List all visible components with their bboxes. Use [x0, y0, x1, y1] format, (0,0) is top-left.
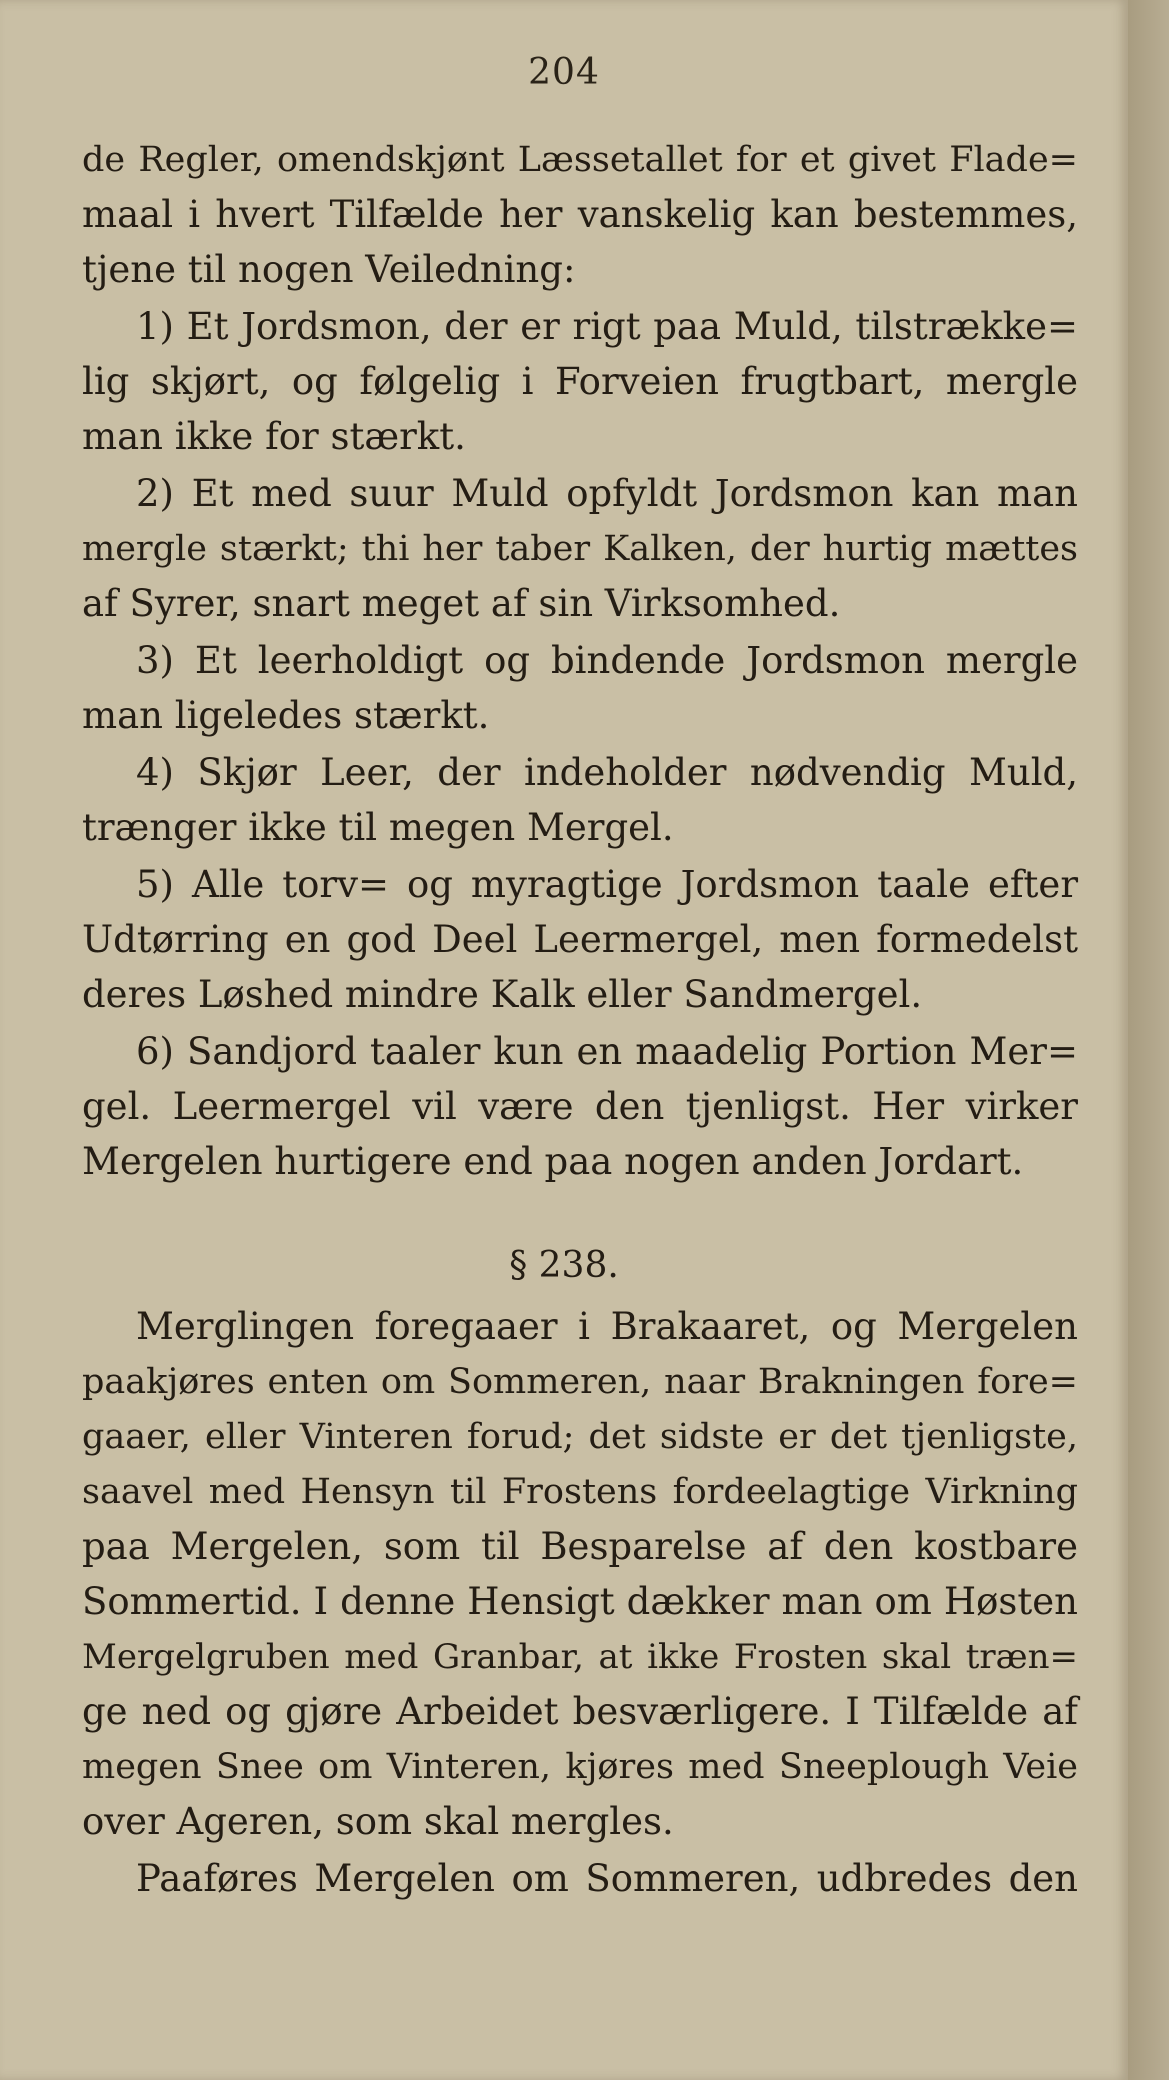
text-line: maal i hvert Tilfælde her vanskelig kan bestemmes, — [82, 193, 1078, 236]
text-line: megen Snee om Vinteren, kjøres med Sneeplough Veie — [82, 1747, 1078, 1787]
text-line: paa Mergelen, som til Besparelse af den kostbare — [82, 1525, 1078, 1568]
text-line: over Ageren, som skal mergles. — [82, 1800, 674, 1843]
page-edge — [1128, 0, 1169, 2080]
section-heading: § 238. — [509, 1245, 619, 1286]
text-line: lig skjørt, og følgelig i Forveien frugtbart, mergle — [82, 360, 1078, 403]
text-line: mergle stærkt; thi her taber Kalken, der hurtig mættes — [82, 529, 1078, 569]
text-line: af Syrer, snart meget af sin Virksomhed. — [82, 582, 841, 625]
text-line: gaaer, eller Vinteren forud; det sidste er det tjenligste, — [82, 1417, 1078, 1457]
text-line: paakjøres enten om Sommeren, naar Brakningen fore= — [82, 1362, 1078, 1402]
text-line: deres Løshed mindre Kalk eller Sandmergel. — [82, 973, 923, 1016]
text-line: 6) Sandjord taaler kun en maadelig Portion Mer= — [136, 1030, 1078, 1073]
text-line: 1) Et Jordsmon, der er rigt paa Muld, tilstrække= — [136, 305, 1078, 348]
text-line: tjene til nogen Veiledning: — [82, 248, 576, 291]
text-line: 2) Et med suur Muld opfyldt Jordsmon kan man — [136, 472, 1078, 515]
text-line: Paaføres Mergelen om Sommeren, udbredes den — [136, 1857, 1078, 1900]
text-line: 5) Alle torv= og myragtige Jordsmon taale efter — [136, 863, 1078, 906]
text-line: 3) Et leerholdigt og bindende Jordsmon mergle — [136, 639, 1078, 682]
text-line: ge ned og gjøre Arbeidet besværligere. I Tilfælde af — [82, 1690, 1078, 1733]
page-number: 204 — [528, 52, 600, 93]
text-line: de Regler, omendskjønt Læssetallet for et givet Flade= — [82, 140, 1078, 180]
text-line: Sommertid. I denne Hensigt dækker man om Høsten — [82, 1580, 1078, 1623]
text-line: Mergelgruben med Granbar, at ikke Frosten skal træn= — [82, 1637, 1078, 1677]
text-line: Udtørring en god Deel Leermergel, men formedelst — [82, 918, 1078, 961]
text-line: man ikke for stærkt. — [82, 415, 466, 458]
text-line: trænger ikke til megen Mergel. — [82, 806, 674, 849]
text-line: man ligeledes stærkt. — [82, 694, 490, 737]
text-line: Mergelen hurtigere end paa nogen anden Jordart. — [82, 1140, 1024, 1183]
text-line: gel. Leermergel vil være den tjenligst. Her virker — [82, 1085, 1078, 1128]
text-line: saavel med Hensyn til Frostens fordeelagtige Virkning — [82, 1472, 1078, 1512]
text-line: Merglingen foregaaer i Brakaaret, og Mergelen — [136, 1305, 1078, 1348]
text-line: 4) Skjør Leer, der indeholder nødvendig Muld, — [136, 751, 1078, 794]
